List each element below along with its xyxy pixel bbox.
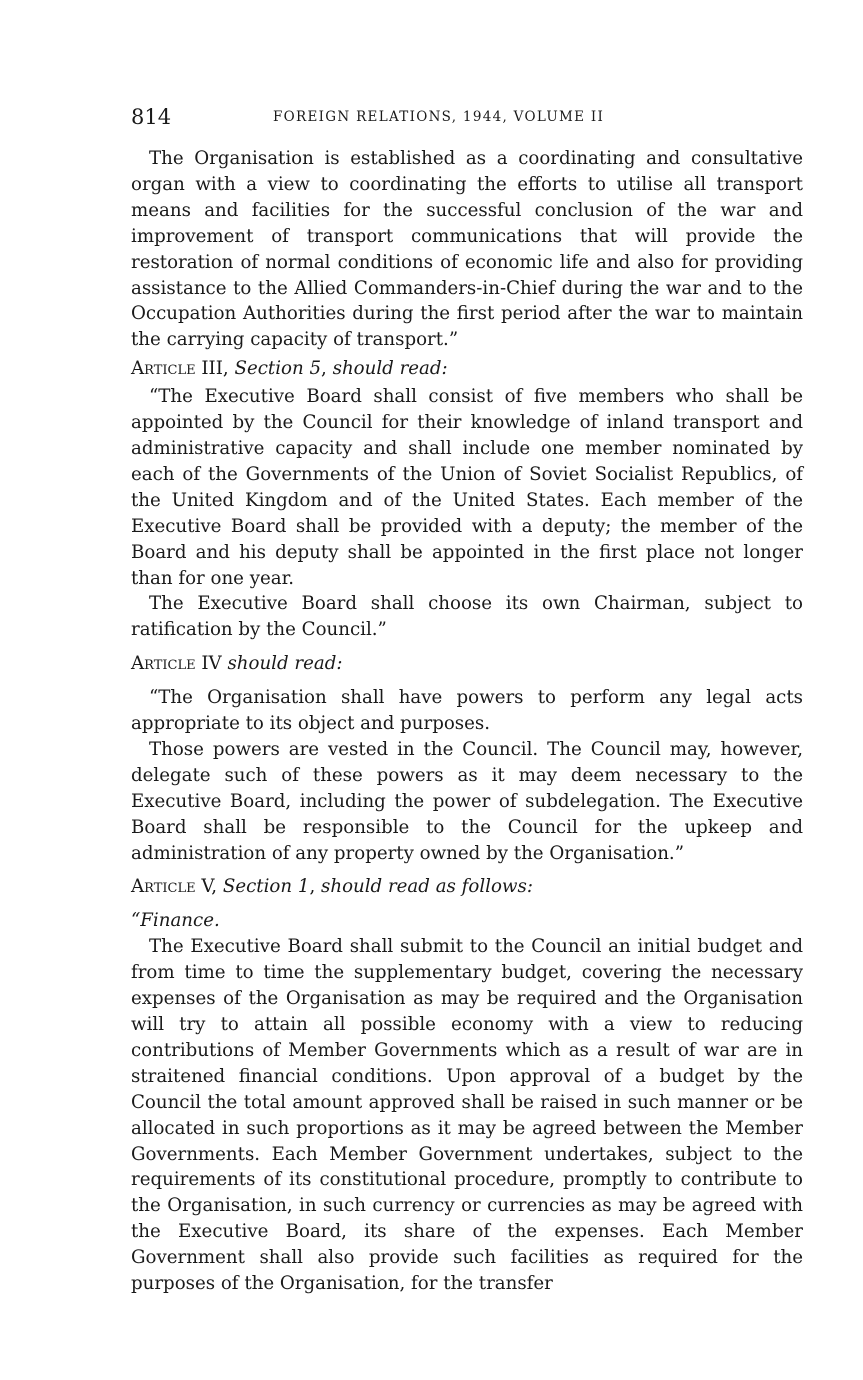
paragraph-organisation-purpose: The Organisation is established as a coordinating and consultative organ with a view to coordinating the efforts to utilise all transport means and facilities for the successful conclusion of the war and improvement of transport communications that will provide the restoration of normal conditions of economic life and also for providing assistance to the Allied Commanders-in-Chief during the war and to the Occupation Authorities during the first period after the war to maintain the carrying capacity of transport.” [131,148,803,351]
article-iii-heading [131,356,803,382]
paragraph-chairman: The Executive Board shall choose its own Chairman, subject to ratification by the Council.” [131,593,803,641]
article-instruction: should read: [332,358,448,380]
paragraph-legal-powers: “The Organisation shall have powers to perform any legal acts appropriate to its object and purposes. [131,687,803,735]
paragraph-executive-board: “The Executive Board shall consist of five members who shall be appointed by the Council for their knowledge of inland transport and administrative capacity and shall include one member nominated by each of the Governments of the Union of Soviet Socialist Republics, of the United Kingdom and of the United States. Each member of the Executive Board shall be provided with a deputy; the member of the Board and his deputy shall be appointed in the first place not longer than for one year. [131,386,803,589]
article-label: Article [131,358,196,380]
article-v-heading [131,874,803,900]
article-numeral: III, [195,358,235,380]
section-reference: Section 5 [234,358,322,380]
section-reference: Section 1 [222,876,310,898]
document-page [131,104,803,1297]
running-head [131,104,803,134]
paragraph-finance-budget: The Executive Board shall submit to the Council an initial budget and from time to time the supplementary budget, covering the necessary expenses of the Organisation as may be required and the Organisation will try to attain all possible economy with a view to reducing contributions of Member Governments which as a result of war are in straitened financial conditions. Upon approval of a budget by the Council the total amount approved shall be raised in such manner or be allocated in such proportions as it may be agreed between the Member Governments. Each Member Government undertakes, subject to the requirements of its constitutional procedure, promptly to contribute to the Organisation, in such currency or currencies as may be agreed with the Executive Board, its share of the expenses. Each Member Government shall also provide such facilities as required for the purposes of the Organisation, for the transfer [131,936,803,1295]
article-numeral: IV [195,653,228,675]
article-numeral: V, [195,876,223,898]
article-instruction: should read as follows: [321,876,533,898]
paragraph-council-powers: Those powers are vested in the Council. The Council may, however, delegate such of these powers as it may deem necessary to the Executive Board, including the power of subdelegation. The Executive Board shall be responsible to the Council for the upkeep and administration of any property owned by the Organisation.” [131,738,803,864]
separator: , [309,876,322,898]
article-label: Article [131,653,196,675]
article-instruction: should read: [227,653,343,675]
page-number: 814 [131,105,172,129]
running-title: FOREIGN RELATIONS, 1944, VOLUME II [273,109,605,125]
article-label: Article [131,876,196,898]
separator: , [321,358,333,380]
article-iv-heading [131,651,803,677]
finance-heading: “Finance. [131,910,220,932]
